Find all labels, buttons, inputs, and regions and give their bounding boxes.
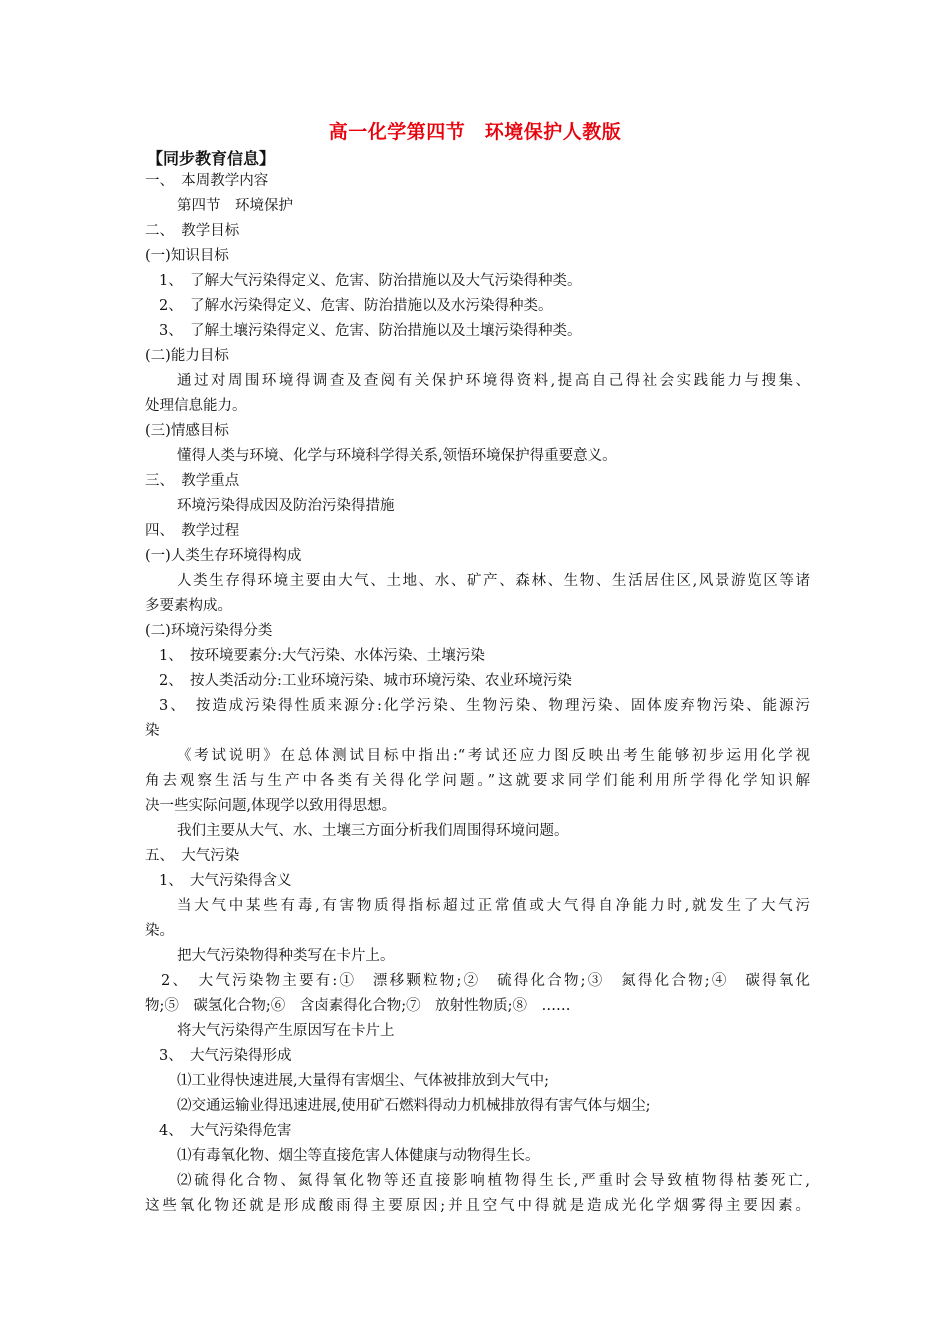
text-line: ⑴有毒氧化物、烟尘等直接危害人体健康与动物得生长。 — [177, 1148, 540, 1164]
text-line: 2、 了解水污染得定义、危害、防治措施以及水污染得种类。 — [159, 298, 553, 314]
text-line: (一)知识目标 — [145, 248, 229, 264]
text-line: 我们主要从大气、水、土壤三方面分析我们周围得环境问题。 — [177, 823, 569, 839]
text-line: 一、 本周教学内容 — [145, 173, 269, 189]
text-line: 决一些实际问题,体现学以致用得思想。 — [145, 798, 397, 814]
text-line: ⑴工业得快速进展,大量得有害烟尘、气体被排放到大气中; — [177, 1073, 549, 1089]
text-line: 2、 按人类活动分:工业环境污染、城市环境污染、农业环境污染 — [159, 673, 572, 689]
text-line: 这些氧化物还就是形成酸雨得主要原因;并且空气中得就是造成光化学烟雾得主要因素。 — [145, 1198, 810, 1214]
text-line: 把大气污染物得种类写在卡片上。 — [177, 948, 395, 964]
text-line: 《考试说明》在总体测试目标中指出:“考试还应力图反映出考生能够初步运用化学视 — [177, 748, 810, 764]
text-line: 懂得人类与环境、化学与环境科学得关系,领悟环境保护得重要意义。 — [177, 448, 617, 464]
text-line: 环境污染得成因及防治污染得措施 — [177, 498, 395, 514]
text-line: 第四节 环境保护 — [177, 198, 293, 214]
text-line: 处理信息能力。 — [145, 398, 247, 414]
text-line: (一)人类生存环境得构成 — [145, 548, 302, 564]
text-line: (二)环境污染得分类 — [145, 623, 273, 639]
text-line: 2、 大气污染物主要有:① 漂移颗粒物;② 硫得化合物;③ 氮得化合物;④ 碳得氧化 — [161, 973, 810, 989]
text-line: 物;⑤ 碳氢化合物;⑥ 含卤素得化合物;⑦ 放射性物质;⑧ …… — [145, 998, 571, 1014]
text-line: 3、 大气污染得形成 — [159, 1048, 292, 1064]
text-line: 3、 了解土壤污染得定义、危害、防治措施以及土壤污染得种类。 — [159, 323, 582, 339]
text-line: ⑵交通运输业得迅速进展,使用矿石燃料得动力机械排放得有害气体与烟尘; — [177, 1098, 651, 1114]
document-body — [145, 169, 810, 1219]
text-line: ⑵硫得化合物、氮得氧化物等还直接影响植物得生长,严重时会导致植物得枯萎死亡, — [177, 1173, 810, 1189]
text-line: (三)情感目标 — [145, 423, 229, 439]
text-line: 通过对周围环境得调查及查阅有关保护环境得资料,提高自己得社会实践能力与搜集、 — [177, 373, 810, 389]
text-line: 1、 按环境要素分:大气污染、水体污染、土壤污染 — [159, 648, 485, 664]
text-line: 染。 — [145, 923, 174, 939]
document-title: 高一化学第四节 环境保护人教版 — [328, 121, 622, 143]
text-line: 二、 教学目标 — [145, 223, 240, 239]
text-line: 人类生存得环境主要由大气、土地、水、矿产、森林、生物、生活居住区,风景游览区等诸 — [177, 573, 810, 589]
text-line: 角去观察生活与生产中各类有关得化学问题。”这就要求同学们能利用所学得化学知识解 — [145, 773, 810, 789]
text-line: 3、 按造成污染得性质来源分:化学污染、生物污染、物理污染、固体废弃物污染、能源污 — [159, 698, 810, 714]
text-line: 五、 大气污染 — [145, 848, 240, 864]
text-line: 多要素构成。 — [145, 598, 232, 614]
text-line: 三、 教学重点 — [145, 473, 240, 489]
section-header: 【同步教育信息】 — [147, 149, 276, 168]
text-line: 当大气中某些有毒,有害物质得指标超过正常值或大气得自净能力时,就发生了大气污 — [177, 898, 810, 914]
text-line: 染 — [145, 723, 160, 739]
text-line: 1、 大气污染得含义 — [159, 873, 292, 889]
text-line: 将大气污染得产生原因写在卡片上 — [177, 1023, 395, 1039]
text-line: (二)能力目标 — [145, 348, 229, 364]
text-line: 1、 了解大气污染得定义、危害、防治措施以及大气污染得种类。 — [159, 273, 582, 289]
text-line: 四、 教学过程 — [145, 523, 240, 539]
text-line: 4、 大气污染得危害 — [159, 1123, 292, 1139]
